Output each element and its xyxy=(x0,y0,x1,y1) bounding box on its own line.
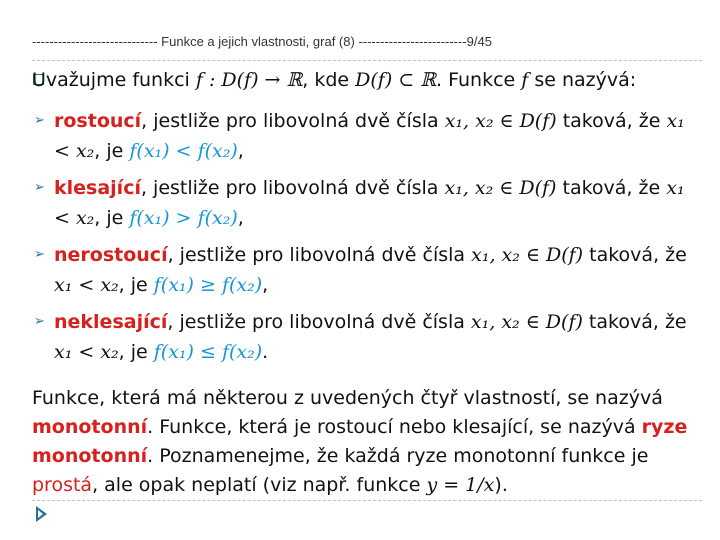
item-text-2: taková, že xyxy=(582,311,687,333)
item-condition: x₁ < x₂ xyxy=(54,341,119,363)
item-result: f(x₁) ≥ f(x₂) xyxy=(153,274,263,296)
summary-text-5: ). xyxy=(494,474,508,496)
item-condition: x₁ < x₂ xyxy=(54,110,685,162)
header-dashes-right: ------------------------- xyxy=(358,34,467,49)
item-vars: x₁, x₂ ∈ D(f) xyxy=(470,311,583,333)
summary-text-3: . Poznamenejme, že každá ryze monotonní funkce je xyxy=(147,445,649,467)
arrow-bullet-icon: ➢ xyxy=(34,180,45,195)
item-text-3: , je xyxy=(94,140,130,162)
item-condition: x₁ < x₂ xyxy=(54,177,685,229)
intro-math-f: f xyxy=(521,69,529,91)
list-item xyxy=(34,307,694,367)
item-text-2: taková, že xyxy=(583,244,687,266)
item-vars: x₁, x₂ ∈ D(f) xyxy=(444,177,557,199)
summary-text-1: Funkce, která má některou z uvedených čtyř vlastností, se nazývá xyxy=(32,387,663,409)
arrow-bullet-icon: ➢ xyxy=(34,247,45,262)
summary-example-function: y = 1/x xyxy=(426,474,495,496)
item-vars: x₁, x₂ ∈ D(f) xyxy=(444,110,557,132)
item-condition: x₁ < x₂ xyxy=(54,274,119,296)
item-text-2: taková, že xyxy=(556,110,667,132)
term-nerostouci: nerostoucí xyxy=(54,244,168,266)
header-dashes-left: ----------------------------- xyxy=(32,34,158,49)
list-item xyxy=(34,173,694,233)
intro-text-2: , kde xyxy=(302,69,356,91)
term-prosta: prostá xyxy=(32,474,93,496)
intro-text-3: . Funkce xyxy=(436,69,522,91)
slide-header xyxy=(32,34,692,49)
intro-text-4: se nazývá: xyxy=(528,69,637,91)
list-item xyxy=(34,240,694,300)
term-neklesajici: neklesající xyxy=(54,311,168,333)
item-end: , xyxy=(237,207,244,229)
term-rostouci: rostoucí xyxy=(54,110,142,132)
item-text-2: taková, že xyxy=(556,177,667,199)
item-text: , jestliže pro libovolná dvě čísla xyxy=(167,244,472,266)
item-text: , jestliže pro libovolná dvě čísla xyxy=(141,110,445,132)
header-title: Funkce a jejich vlastnosti, graf (8) xyxy=(161,34,355,49)
summary-text-4: , ale opak neplatí (viz např. funkce xyxy=(92,474,427,496)
next-slide-arrow-icon[interactable] xyxy=(36,506,47,522)
intro-math-domain: D(f) ⊂ ℝ xyxy=(355,69,437,91)
arrow-bullet-icon: ➢ xyxy=(34,314,45,329)
intro-math-mapping: f : D(f) → ℝ xyxy=(195,69,303,91)
item-end: . xyxy=(262,341,269,363)
item-text: , jestliže pro libovolná dvě čísla xyxy=(140,177,445,199)
list-item xyxy=(34,106,694,166)
item-text-3: , je xyxy=(94,207,130,229)
summary-paragraph xyxy=(32,384,702,500)
page-number: 9/45 xyxy=(466,34,492,49)
item-result: f(x₁) > f(x₂) xyxy=(129,207,238,229)
intro-text-1: Uvažujme funkci xyxy=(32,69,196,91)
item-text: , jestliže pro libovolná dvě čísla xyxy=(167,311,471,333)
item-end: , xyxy=(237,140,244,162)
term-ryze-monotonni: ryze monotonní xyxy=(32,416,688,467)
item-text-3: , je xyxy=(118,274,154,296)
item-end: , xyxy=(262,274,269,296)
footer-divider xyxy=(32,500,702,501)
header-divider xyxy=(32,60,702,61)
term-klesajici: klesající xyxy=(54,177,141,199)
item-text-3: , je xyxy=(118,341,154,363)
intro-paragraph xyxy=(32,66,702,94)
summary-text-2: . Funkce, která je rostoucí nebo klesající, se nazývá xyxy=(147,416,642,438)
term-monotonni: monotonní xyxy=(32,416,148,438)
definition-list xyxy=(34,106,694,374)
item-result: f(x₁) < f(x₂) xyxy=(129,140,238,162)
item-vars: x₁, x₂ ∈ D(f) xyxy=(471,244,584,266)
arrow-bullet-icon: ➢ xyxy=(34,113,45,128)
item-result: f(x₁) ≤ f(x₂) xyxy=(153,341,263,363)
